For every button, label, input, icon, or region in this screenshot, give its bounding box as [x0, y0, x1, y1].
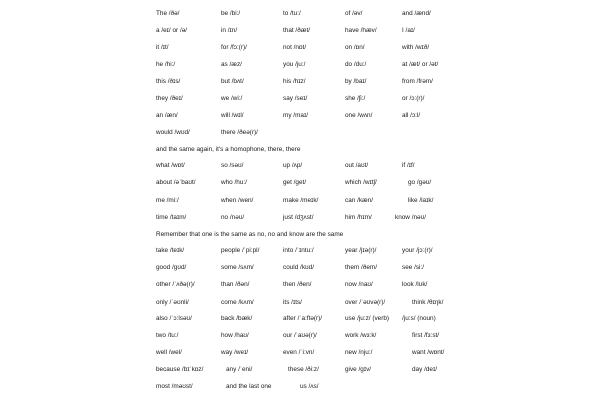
word-row: [0, 177, 600, 188]
word-entry: you /ju:/: [283, 61, 306, 68]
word-entry: think /θɪŋk/: [412, 299, 444, 306]
word-entry: with /wɪð/: [402, 44, 430, 51]
word-entry: get /get/: [283, 179, 307, 186]
word-entry: in /ɪn/: [221, 27, 238, 34]
word-entry: there /ðeə(r)/: [221, 129, 258, 136]
word-entry: she /ʃi:/: [345, 95, 366, 102]
word-entry: he /hi:/: [156, 61, 176, 68]
word-entry: I /aɪ/: [402, 27, 415, 34]
word-entry: an /æn/: [156, 112, 178, 119]
word-entry: into /ˈɪntu:/: [283, 247, 314, 254]
word-entry: for /fɔ:(r)/: [221, 44, 247, 51]
word-entry: if /ɪf/: [402, 162, 415, 169]
word-entry: or /ɔ:(r)/: [402, 95, 425, 102]
word-entry: just /dʒʌst/: [283, 214, 314, 221]
word-entry: all /ɔ:l/: [402, 112, 421, 119]
word-entry: want /wɒnt/: [412, 349, 445, 356]
homophone-note: and the same again, it's a homophone, there, there: [156, 146, 301, 153]
word-entry: say /seɪ/: [283, 95, 308, 102]
word-entry: day /deɪ/: [412, 366, 438, 373]
word-row: [0, 330, 600, 341]
word-row: [0, 313, 600, 324]
word-entry: to /tu:/: [283, 10, 301, 17]
word-row: [0, 160, 600, 171]
word-entry: first /fɜ:st/: [412, 332, 440, 339]
word-row: [0, 93, 600, 104]
word-entry: back /bæk/: [221, 315, 253, 322]
word-entry: and /ænd/: [402, 10, 431, 17]
word-entry: not /nɒt/: [283, 44, 307, 51]
word-row: [0, 297, 600, 308]
word-row: [0, 59, 600, 70]
word-entry: us /ʌs/: [300, 383, 319, 390]
word-entry: its /ɪts/: [283, 299, 302, 306]
word-entry: who /hu:/: [221, 179, 247, 186]
word-entry: would /wʊd/: [156, 129, 190, 136]
word-row: [0, 245, 600, 256]
word-entry: give /gɪv/: [345, 366, 372, 373]
word-entry: people /ˈpi:pl/: [221, 247, 260, 254]
word-entry: this /ðɪs/: [156, 78, 181, 85]
word-row: [0, 110, 600, 121]
word-entry: and the last one: [226, 383, 272, 390]
word-row: [0, 381, 600, 392]
word-entry: they /ðeɪ/: [156, 95, 183, 102]
word-row: [0, 279, 600, 290]
word-entry: will /wɪl/: [221, 112, 244, 119]
word-row: [0, 42, 600, 53]
word-entry: well /wel/: [156, 349, 182, 356]
word-entry: on /ɒn/: [345, 44, 365, 51]
word-entry: look /lʊk/: [402, 281, 428, 288]
word-entry: after /ˈa:ftə(r)/: [283, 315, 323, 322]
word-entry: some /sʌm/: [221, 264, 254, 271]
word-row: [0, 212, 600, 223]
word-entry: any /ˈeni/: [226, 366, 253, 373]
word-entry: because /bɪˈkɒz/: [156, 366, 204, 373]
word-row: [0, 8, 600, 19]
word-entry: can /kæn/: [345, 197, 374, 204]
word-entry: know /nəʊ/: [395, 214, 426, 221]
word-entry: come /kʌm/: [221, 299, 254, 306]
word-row: [0, 195, 600, 206]
word-entry: of /əv/: [345, 10, 363, 17]
word-entry: from /frəm/: [402, 78, 433, 85]
word-entry: see /si:/: [402, 264, 425, 271]
word-entry: than /ðən/: [221, 281, 250, 288]
word-entry: year /jɪə(r)/: [345, 247, 377, 254]
word-entry: him /hɪm/: [345, 214, 372, 221]
word-entry: now /naʊ/: [345, 281, 373, 288]
word-entry: your /jɔ:(r)/: [402, 247, 433, 254]
word-entry: it /ɪt/: [156, 44, 169, 51]
word-entry: as /æz/: [221, 61, 242, 68]
word-entry: like /laɪk/: [408, 197, 434, 204]
word-entry: when /wen/: [221, 197, 254, 204]
word-entry: what /wɒt/: [156, 162, 185, 169]
word-entry: make /meɪk/: [283, 197, 319, 204]
word-entry: out /aʊt/: [345, 162, 369, 169]
word-entry: take /teɪk/: [156, 247, 185, 254]
word-entry: one /wʌn/: [345, 112, 373, 119]
word-entry: two /tu:/: [156, 332, 179, 339]
word-entry: these /ði:z/: [288, 366, 319, 373]
word-entry: time /taɪm/: [156, 214, 187, 221]
word-entry: good /gʊd/: [156, 264, 187, 271]
word-entry: The /ðə/: [156, 10, 180, 17]
word-entry: go /gəʊ/: [408, 179, 432, 186]
word-entry: work /wɜ:k/: [345, 332, 377, 339]
word-entry: his /hɪz/: [283, 78, 306, 85]
word-row: [0, 364, 600, 375]
word-entry: /ju:s/ (noun): [402, 315, 436, 322]
word-entry: up /ʌp/: [283, 162, 303, 169]
word-entry: by /baɪ/: [345, 78, 367, 85]
word-entry: but /bʌt/: [221, 78, 244, 85]
word-entry: no /nəʊ/: [221, 214, 245, 221]
word-entry: do /du:/: [345, 61, 367, 68]
word-entry: we /wi:/: [221, 95, 243, 102]
word-entry: about /əˈbaʊt/: [156, 179, 196, 186]
word-entry: so /səʊ/: [221, 162, 244, 169]
word-row: [0, 76, 600, 87]
word-entry: way /weɪ/: [221, 349, 249, 356]
word-entry: me /mi:/: [156, 197, 179, 204]
word-entry: a /eɪ/ or /ə/: [156, 27, 188, 34]
word-entry: at /æt/ or /ət/: [402, 61, 439, 68]
word-entry: also /ˈɔ:lsəʊ/: [156, 315, 192, 322]
word-entry: most /məʊst/: [156, 383, 193, 390]
word-entry: how /haʊ/: [221, 332, 249, 339]
word-row: [0, 127, 600, 138]
word-entry: that /ðæt/: [283, 27, 310, 34]
word-entry: could /kʊd/: [283, 264, 314, 271]
word-entry: our /ˈaʊə(r)/: [283, 332, 317, 339]
word-row: [0, 25, 600, 36]
word-entry: even /ˈi:vn/: [283, 349, 315, 356]
word-entry: be /bi:/: [221, 10, 241, 17]
word-entry: only /ˈəʊnli/: [156, 299, 189, 306]
word-entry: use /ju:z/ (verb): [345, 315, 390, 322]
word-entry: have /hæv/: [345, 27, 377, 34]
word-entry: over /ˈəʊvə(r)/: [345, 299, 386, 306]
word-entry: them /ðem/: [345, 264, 377, 271]
word-entry: my /maɪ/: [283, 112, 308, 119]
word-entry: other /ˈʌðə(r)/: [156, 281, 195, 288]
word-row: [0, 347, 600, 358]
same-sound-note: Remember that one is the same as no, no and know are the same: [156, 231, 344, 238]
word-row: [0, 262, 600, 273]
word-entry: which /wɪtʃ/: [345, 179, 377, 186]
word-entry: then /ðen/: [283, 281, 312, 288]
word-entry: new /nju:/: [345, 349, 373, 356]
